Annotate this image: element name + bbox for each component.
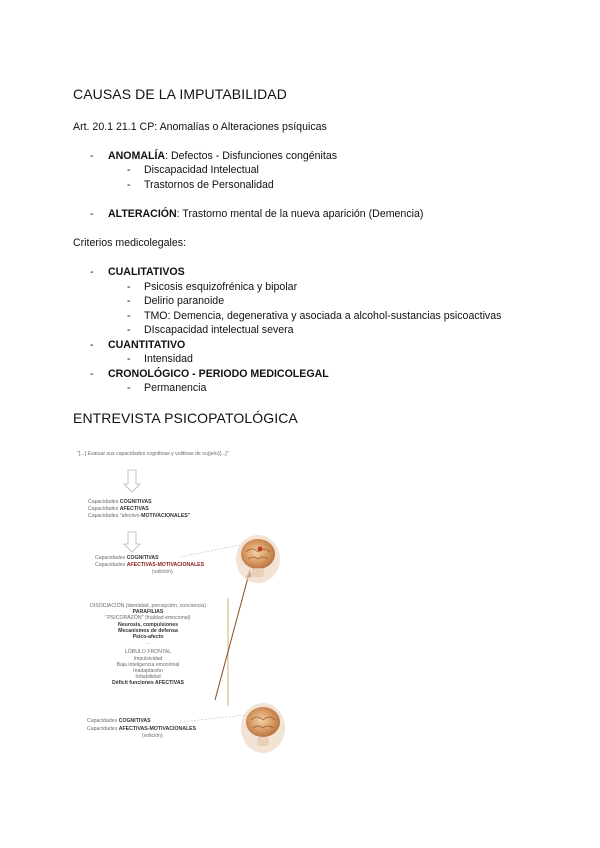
- cuantitativo-subitem: Intensidad: [144, 353, 193, 365]
- cualitativos-label: CUALITATIVOS: [108, 266, 185, 278]
- heading-causas: CAUSAS DE LA IMPUTABILIDAD: [73, 86, 287, 102]
- sub-bullet-dash: -: [127, 324, 131, 336]
- cronologico-subitem: Permanencia: [144, 382, 207, 394]
- criterios-label: Criterios medicolegales:: [73, 237, 187, 249]
- line-prefix: Capacidades: [88, 506, 120, 512]
- sub-bullet-dash: -: [127, 164, 131, 176]
- bullet-dash: -: [90, 266, 94, 278]
- sub-bullet-dash: -: [127, 310, 131, 322]
- diagram-block-4-line: [87, 718, 151, 724]
- alteracion-item: [108, 208, 423, 220]
- cualitativos-subitem: Psicosis esquizofrénica y bipolar: [144, 281, 298, 293]
- bullet-dash: -: [90, 150, 94, 162]
- diagram-block-3-line: ...: [145, 640, 151, 647]
- line-prefix: Capacidades: [88, 499, 120, 505]
- diagram-block-1-line: [88, 499, 152, 505]
- diagram-block-3: [70, 603, 226, 687]
- anomalia-item: [108, 150, 337, 162]
- line-emphasis: PARAFILIAS: [132, 609, 164, 616]
- diagram-block-3-line: "PSICORAZÓN" (frialdad emocional): [105, 615, 191, 622]
- cronologico-label: CRONOLÓGICO - PERIODO MEDICOLEGAL: [108, 368, 329, 380]
- diagram-block-3-line: Inadaptación: [133, 668, 163, 675]
- line-emphasis: AFECTIVAS: [119, 506, 149, 512]
- diagram-block-1-line: [88, 513, 190, 519]
- diagram-block-3-line: Baja inteligencia emocional: [116, 661, 180, 668]
- sub-bullet-dash: -: [127, 382, 131, 394]
- line-emphasis: COGNITIVAS: [119, 499, 152, 505]
- line-emphasis: Neurosis, compulsiones: [118, 621, 178, 628]
- line-emphasis: Mecanismos de defensa: [118, 627, 178, 634]
- bullet-dash: -: [90, 368, 94, 380]
- diagram-block-2-line: [95, 562, 204, 568]
- line-prefix: Capacidades: [87, 726, 119, 732]
- line-prefix: Capacidades "afectivo-: [88, 513, 142, 519]
- diagram-block-3-line: Impulsividad: [133, 655, 163, 662]
- alteracion-description: : Trastorno mental de la nueva aparición (Demencia): [176, 208, 424, 220]
- line-emphasis: Psico-afecto: [132, 634, 164, 641]
- diagram-block-2-line: (volición): [152, 569, 173, 575]
- line-emphasis: COGNITIVAS: [126, 555, 159, 561]
- cuantitativo-label: CUANTITATIVO: [108, 339, 186, 351]
- cualitativos-subitem: DIscapacidad intelectual severa: [144, 324, 294, 336]
- line-prefix: Capacidades: [87, 718, 119, 724]
- diagram-block-3-line: DISOCIACIÓN (identidad, percepción, conciencia): [90, 603, 206, 609]
- psychopathology-diagram: [70, 440, 310, 760]
- diagram-block-1-line: [88, 506, 149, 512]
- connector-line: [180, 545, 240, 557]
- anomalia-subitem: Trastornos de Personalidad: [144, 179, 274, 191]
- diagram-block-3-line: [70, 680, 226, 686]
- article-reference: Art. 20.1 21.1 CP: Anomalías o Alteraciones psíquicas: [73, 121, 327, 133]
- brain-head-icon: [241, 703, 285, 753]
- anomalia-description: : Defectos - Disfunciones congénitas: [165, 150, 338, 162]
- diagram-block-3-line: Irritabilidad: [135, 674, 161, 681]
- anomalia-label: ANOMALÍA: [108, 150, 166, 162]
- line-prefix: Capacidades: [95, 555, 127, 561]
- bullet-dash: -: [90, 339, 94, 351]
- sub-bullet-dash: -: [127, 281, 131, 293]
- heading-entrevista: ENTREVISTA PSICOPATOLÓGICA: [73, 410, 298, 426]
- line-emphasis: COGNITIVAS: [118, 718, 151, 724]
- diagram-block-4-line: (volición): [142, 733, 163, 739]
- line-emphasis: AFECTIVAS-MOTIVACIONALES: [118, 726, 197, 732]
- cualitativos-subitem: TMO: Demencia, degenerativa y asociada a alcohol-sustancias psicoactivas: [144, 310, 502, 322]
- diagram-block-4-line: [87, 726, 196, 732]
- diagram-quote: "[...] Evaluar sus capacidades cognitivas y volitivas de su(jeto)[...]": [77, 451, 229, 457]
- line-emphasis: MOTIVACIONALES": [141, 513, 191, 519]
- sub-bullet-dash: -: [127, 353, 131, 365]
- down-arrow-icon: [124, 470, 140, 492]
- bullet-dash: -: [90, 208, 94, 220]
- sub-bullet-dash: -: [127, 295, 131, 307]
- diagram-graphics: [70, 440, 310, 760]
- line-emphasis: Déficit funciones AFECTIVAS: [111, 680, 185, 687]
- anomalia-subitem: Discapacidad Intelectual: [144, 164, 259, 176]
- brain-head-icon: [236, 535, 280, 583]
- alteracion-label: ALTERACIÓN: [108, 208, 177, 220]
- diagram-block-3-line: LÓBULO FRONTAL: [124, 649, 172, 656]
- cualitativos-subitem: Delirio paranoide: [144, 295, 225, 307]
- diagram-block-2-line: [95, 555, 159, 561]
- line-emphasis: AFECTIVAS-MOTIVACIONALES: [126, 562, 205, 568]
- sub-bullet-dash: -: [127, 179, 131, 191]
- down-arrow-icon: [124, 532, 140, 552]
- line-prefix: Capacidades: [95, 562, 127, 568]
- connector-line: [180, 715, 245, 722]
